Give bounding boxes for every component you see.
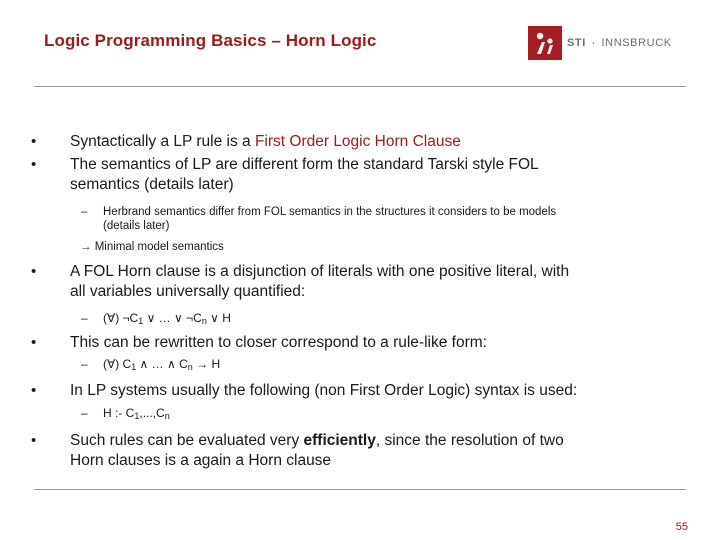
formula-part: ,...,C bbox=[139, 406, 165, 420]
bullet-3 bbox=[70, 262, 569, 302]
dash-marker: – bbox=[81, 206, 88, 218]
bullet-2-sub-line-1: Herbrand semantics differ from FOL semantics in the structures it considers to be models bbox=[103, 206, 557, 218]
footer-divider bbox=[34, 489, 686, 490]
bullet-4-sub bbox=[81, 357, 221, 372]
bullet-6 bbox=[70, 431, 564, 471]
dash-marker: – bbox=[81, 357, 88, 371]
formula-part: H :- C bbox=[103, 406, 135, 420]
bullet-3-sub bbox=[81, 311, 231, 326]
bullet-2-line-2: semantics (details later) bbox=[70, 176, 234, 193]
bullet-3-line-2: all variables universally quantified: bbox=[70, 283, 306, 300]
slide-title: Logic Programming Basics – Horn Logic bbox=[44, 31, 377, 50]
formula-part: ∨ … ∨ ¬C bbox=[143, 311, 202, 325]
bullet-3-line-1: • A FOL Horn clause is a disjunction of literals with one positive literal, with bbox=[70, 263, 570, 280]
bullet-1 bbox=[70, 132, 461, 152]
bullet-5 bbox=[70, 381, 577, 401]
bullet-2-line-1: • The semantics of LP are different form the standard Tarski style FOL bbox=[70, 156, 539, 173]
formula-index: n bbox=[201, 316, 207, 326]
bullet-1-text: Syntactically a LP rule is a bbox=[70, 133, 255, 150]
bullet-2-sub-line-2: (details later) bbox=[103, 220, 170, 232]
formula-part: (∀) C bbox=[103, 357, 132, 371]
dash-marker: – bbox=[81, 311, 88, 325]
formula-part: → H bbox=[192, 357, 221, 371]
formula-index: 1 bbox=[138, 316, 144, 326]
formula-index: n bbox=[187, 362, 193, 372]
formula-part: ∧ … ∧ C bbox=[136, 357, 188, 371]
bullet-6-text: , since the resolution of two bbox=[375, 432, 564, 449]
dash-marker: – bbox=[81, 406, 88, 420]
bullet-6-text: Such rules can be evaluated very bbox=[70, 432, 304, 449]
logo-separator: · bbox=[591, 37, 596, 49]
logo-name: STI bbox=[567, 37, 586, 49]
bullet-6-bold: efficiently bbox=[303, 432, 376, 449]
bullet-4-line-1: • This can be rewritten to closer correspond to a rule-like form: bbox=[70, 334, 487, 351]
bullet-6-line-2: Horn clauses is a again a Horn clause bbox=[70, 452, 332, 469]
bullet-1-highlight: First Order Logic Horn Clause bbox=[254, 133, 461, 150]
formula-part: (∀) ¬C bbox=[103, 311, 139, 325]
page-number: 55 bbox=[675, 521, 688, 533]
bullet-5-line-1: • In LP systems usually the following (non First Order Logic) syntax is used: bbox=[70, 382, 578, 399]
bullet-2-sub bbox=[81, 205, 557, 233]
bullet-2-arrow-note: → Minimal model semantics bbox=[80, 241, 224, 253]
bullet-4 bbox=[70, 333, 487, 353]
formula-index: 1 bbox=[134, 411, 140, 421]
bullet-2 bbox=[70, 155, 539, 195]
logo-place: INNSBRUCK bbox=[601, 37, 672, 49]
bullet-6-line-1 bbox=[70, 431, 564, 451]
bullet-5-sub bbox=[81, 406, 170, 421]
formula-index: n bbox=[164, 411, 170, 421]
formula-part: ∨ H bbox=[206, 311, 231, 325]
formula-index: 1 bbox=[131, 362, 137, 372]
